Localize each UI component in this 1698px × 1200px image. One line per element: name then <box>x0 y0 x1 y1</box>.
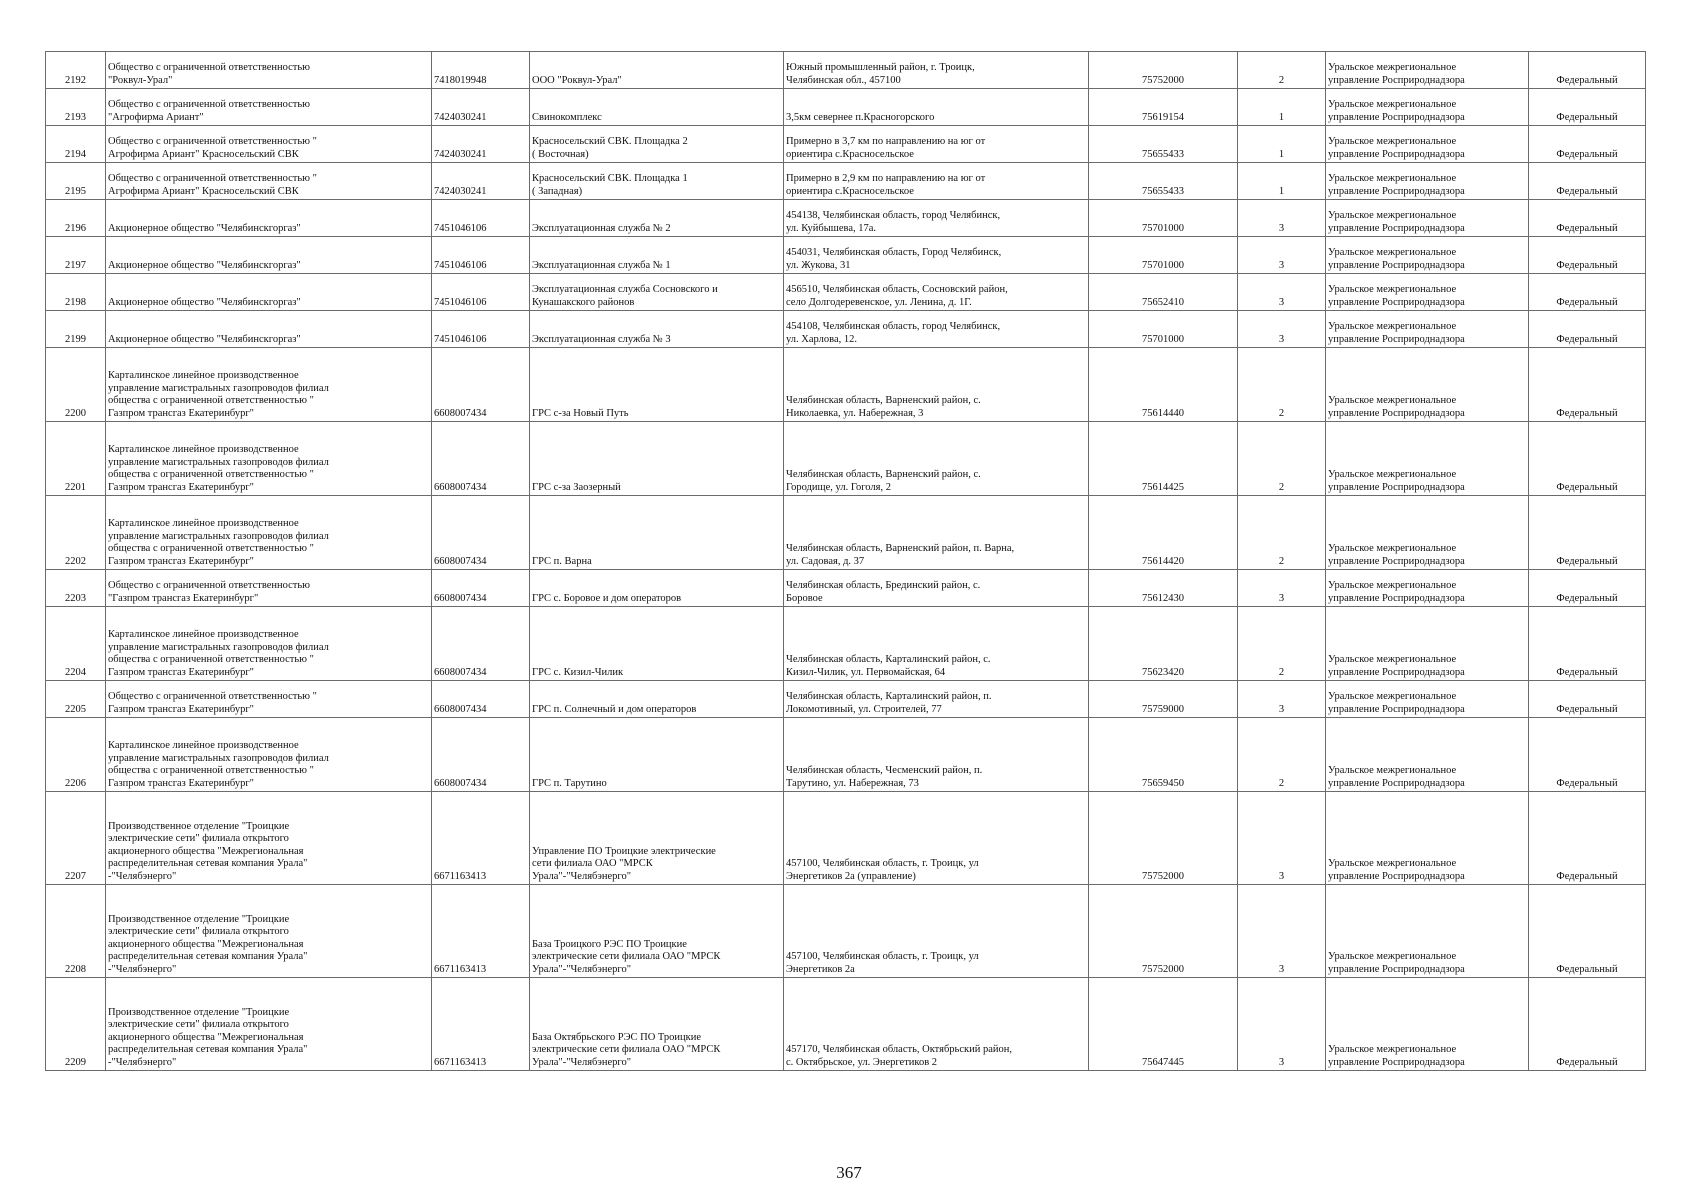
organization-name: Карталинское линейное производственное управление магистральных газопроводов филиал общества с ограниченной ответственностью " Газпром трансгаз Екатеринбург" <box>106 422 432 496</box>
object-address: 457170, Челябинская область, Октябрьский район, с. Октябрьское, ул. Энергетиков 2 <box>784 978 1089 1071</box>
object-name: Красносельский СВК. Площадка 2 ( Восточная) <box>530 126 784 163</box>
supervision-level: Федеральный <box>1529 570 1646 607</box>
row-number: 2197 <box>46 237 106 274</box>
row-number: 2192 <box>46 52 106 89</box>
registry-table <box>45 51 1646 1071</box>
table-row <box>46 681 1646 718</box>
object-category: 3 <box>1238 681 1326 718</box>
supervision-level: Федеральный <box>1529 607 1646 681</box>
table-row <box>46 89 1646 126</box>
organization-name: Акционерное общество "Челябинскгоргаз" <box>106 274 432 311</box>
row-number: 2204 <box>46 607 106 681</box>
object-name: Красносельский СВК. Площадка 1 ( Западная) <box>530 163 784 200</box>
inn: 6608007434 <box>432 496 530 570</box>
page-number: 367 <box>836 1163 862 1182</box>
row-number: 2198 <box>46 274 106 311</box>
inn: 6608007434 <box>432 570 530 607</box>
row-number: 2196 <box>46 200 106 237</box>
supervisory-authority: Уральское межрегиональное управление Росприроднадзора <box>1326 885 1529 978</box>
inn: 7424030241 <box>432 89 530 126</box>
oktmo-code: 75752000 <box>1089 885 1238 978</box>
object-address: 454108, Челябинская область, город Челябинск, ул. Харлова, 12. <box>784 311 1089 348</box>
oktmo-code: 75647445 <box>1089 978 1238 1071</box>
object-address: 456510, Челябинская область, Сосновский район, село Долгодеревенское, ул. Ленина, д. 1Г. <box>784 274 1089 311</box>
supervisory-authority: Уральское межрегиональное управление Росприроднадзора <box>1326 163 1529 200</box>
table-row <box>46 237 1646 274</box>
oktmo-code: 75759000 <box>1089 681 1238 718</box>
supervisory-authority: Уральское межрегиональное управление Росприроднадзора <box>1326 607 1529 681</box>
supervision-level: Федеральный <box>1529 422 1646 496</box>
inn: 6671163413 <box>432 978 530 1071</box>
supervisory-authority: Уральское межрегиональное управление Росприроднадзора <box>1326 200 1529 237</box>
object-name: ООО "Роквул-Урал" <box>530 52 784 89</box>
supervisory-authority: Уральское межрегиональное управление Росприроднадзора <box>1326 52 1529 89</box>
organization-name: Карталинское линейное производственное управление магистральных газопроводов филиал общества с ограниченной ответственностью " Газпром трансгаз Екатеринбург" <box>106 607 432 681</box>
supervisory-authority: Уральское межрегиональное управление Росприроднадзора <box>1326 311 1529 348</box>
supervisory-authority: Уральское межрегиональное управление Росприроднадзора <box>1326 89 1529 126</box>
supervisory-authority: Уральское межрегиональное управление Росприроднадзора <box>1326 570 1529 607</box>
object-category: 3 <box>1238 570 1326 607</box>
object-address: Южный промышленный район, г. Троицк, Челябинская обл., 457100 <box>784 52 1089 89</box>
supervision-level: Федеральный <box>1529 274 1646 311</box>
row-number: 2206 <box>46 718 106 792</box>
object-address: 3,5км севернее п.Красногорского <box>784 89 1089 126</box>
organization-name: Общество с ограниченной ответственностью " Агрофирма Ариант" Красносельский СВК <box>106 163 432 200</box>
row-number: 2202 <box>46 496 106 570</box>
organization-name: Акционерное общество "Челябинскгоргаз" <box>106 311 432 348</box>
object-name: ГРС п. Солнечный и дом операторов <box>530 681 784 718</box>
inn: 6608007434 <box>432 718 530 792</box>
object-category: 3 <box>1238 237 1326 274</box>
inn: 7424030241 <box>432 163 530 200</box>
object-address: 454031, Челябинская область, Город Челябинск, ул. Жукова, 31 <box>784 237 1089 274</box>
oktmo-code: 75752000 <box>1089 52 1238 89</box>
inn: 6608007434 <box>432 681 530 718</box>
inn: 6671163413 <box>432 792 530 885</box>
object-name: ГРС с. Боровое и дом операторов <box>530 570 784 607</box>
row-number: 2208 <box>46 885 106 978</box>
inn: 6608007434 <box>432 348 530 422</box>
table-row <box>46 422 1646 496</box>
supervisory-authority: Уральское межрегиональное управление Росприроднадзора <box>1326 422 1529 496</box>
oktmo-code: 75614420 <box>1089 496 1238 570</box>
inn: 6671163413 <box>432 885 530 978</box>
object-address: Челябинская область, Варненский район, п. Варна, ул. Садовая, д. 37 <box>784 496 1089 570</box>
oktmo-code: 75614425 <box>1089 422 1238 496</box>
inn: 7451046106 <box>432 311 530 348</box>
table-row <box>46 885 1646 978</box>
object-name: ГРС с. Кизил-Чилик <box>530 607 784 681</box>
table-row <box>46 496 1646 570</box>
object-address: Челябинская область, Брединский район, с. Боровое <box>784 570 1089 607</box>
oktmo-code: 75619154 <box>1089 89 1238 126</box>
organization-name: Общество с ограниченной ответственностью "Роквул-Урал" <box>106 52 432 89</box>
oktmo-code: 75655433 <box>1089 163 1238 200</box>
supervision-level: Федеральный <box>1529 496 1646 570</box>
oktmo-code: 75623420 <box>1089 607 1238 681</box>
supervision-level: Федеральный <box>1529 885 1646 978</box>
organization-name: Акционерное общество "Челябинскгоргаз" <box>106 200 432 237</box>
object-category: 2 <box>1238 718 1326 792</box>
table-row <box>46 792 1646 885</box>
object-name: Эксплуатационная служба Сосновского и Кунашакского районов <box>530 274 784 311</box>
oktmo-code: 75659450 <box>1089 718 1238 792</box>
object-name: База Октябрьского РЭС ПО Троицкие электрические сети филиала ОАО "МРСК Урала"-"Челябэнерго" <box>530 978 784 1071</box>
table-row <box>46 607 1646 681</box>
object-category: 1 <box>1238 89 1326 126</box>
table-row <box>46 274 1646 311</box>
organization-name: Производственное отделение "Троицкие электрические сети" филиала открытого акционерного общества "Межрегиональная распределительная сетевая компания Урала" -"Челябэнерго" <box>106 978 432 1071</box>
oktmo-code: 75655433 <box>1089 126 1238 163</box>
supervisory-authority: Уральское межрегиональное управление Росприроднадзора <box>1326 681 1529 718</box>
object-name: База Троицкого РЭС ПО Троицкие электрические сети филиала ОАО "МРСК Урала"-"Челябэнерго" <box>530 885 784 978</box>
supervision-level: Федеральный <box>1529 89 1646 126</box>
object-name: Эксплуатационная служба № 3 <box>530 311 784 348</box>
organization-name: Карталинское линейное производственное управление магистральных газопроводов филиал общества с ограниченной ответственностью " Газпром трансгаз Екатеринбург" <box>106 718 432 792</box>
row-number: 2201 <box>46 422 106 496</box>
object-name: ГРС п. Тарутино <box>530 718 784 792</box>
object-name: Эксплуатационная служба № 1 <box>530 237 784 274</box>
object-category: 3 <box>1238 792 1326 885</box>
supervision-level: Федеральный <box>1529 52 1646 89</box>
object-category: 1 <box>1238 163 1326 200</box>
object-name: ГРС с-за Новый Путь <box>530 348 784 422</box>
supervisory-authority: Уральское межрегиональное управление Росприроднадзора <box>1326 718 1529 792</box>
row-number: 2200 <box>46 348 106 422</box>
table-row <box>46 52 1646 89</box>
object-name: ГРС с-за Заозерный <box>530 422 784 496</box>
row-number: 2195 <box>46 163 106 200</box>
supervisory-authority: Уральское межрегиональное управление Росприроднадзора <box>1326 978 1529 1071</box>
inn: 7451046106 <box>432 274 530 311</box>
object-address: Челябинская область, Чесменский район, п. Тарутино, ул. Набережная, 73 <box>784 718 1089 792</box>
object-address: 454138, Челябинская область, город Челябинск, ул. Куйбышева, 17а. <box>784 200 1089 237</box>
organization-name: Общество с ограниченной ответственностью "Газпром трансгаз Екатеринбург" <box>106 570 432 607</box>
object-category: 3 <box>1238 200 1326 237</box>
organization-name: Общество с ограниченной ответственностью " Агрофирма Ариант" Красносельский СВК <box>106 126 432 163</box>
organization-name: Карталинское линейное производственное управление магистральных газопроводов филиал общества с ограниченной ответственностью " Газпром трансгаз Екатеринбург" <box>106 496 432 570</box>
oktmo-code: 75701000 <box>1089 200 1238 237</box>
table-row <box>46 718 1646 792</box>
organization-name: Производственное отделение "Троицкие электрические сети" филиала открытого акционерного общества "Межрегиональная распределительная сетевая компания Урала" -"Челябэнерго" <box>106 792 432 885</box>
object-address: Челябинская область, Карталинский район, п. Локомотивный, ул. Строителей, 77 <box>784 681 1089 718</box>
table-row <box>46 200 1646 237</box>
object-address: Челябинская область, Карталинский район, с. Кизил-Чилик, ул. Первомайская, 64 <box>784 607 1089 681</box>
organization-name: Карталинское линейное производственное управление магистральных газопроводов филиал общества с ограниченной ответственностью " Газпром трансгаз Екатеринбург" <box>106 348 432 422</box>
object-address: Примерно в 3,7 км по направлению на юг от ориентира с.Красносельское <box>784 126 1089 163</box>
supervisory-authority: Уральское межрегиональное управление Росприроднадзора <box>1326 496 1529 570</box>
object-category: 2 <box>1238 422 1326 496</box>
object-category: 3 <box>1238 978 1326 1071</box>
inn: 7424030241 <box>432 126 530 163</box>
organization-name: Общество с ограниченной ответственностью "Агрофирма Ариант" <box>106 89 432 126</box>
oktmo-code: 75614440 <box>1089 348 1238 422</box>
object-name: Эксплуатационная служба № 2 <box>530 200 784 237</box>
oktmo-code: 75652410 <box>1089 274 1238 311</box>
object-category: 3 <box>1238 311 1326 348</box>
object-address: 457100, Челябинская область, г. Троицк, ул Энергетиков 2а <box>784 885 1089 978</box>
supervision-level: Федеральный <box>1529 978 1646 1071</box>
object-name: Свинокомплекс <box>530 89 784 126</box>
oktmo-code: 75612430 <box>1089 570 1238 607</box>
registry-table-body <box>46 52 1646 1071</box>
table-row <box>46 348 1646 422</box>
supervision-level: Федеральный <box>1529 311 1646 348</box>
inn: 7451046106 <box>432 237 530 274</box>
supervision-level: Федеральный <box>1529 200 1646 237</box>
row-number: 2203 <box>46 570 106 607</box>
table-row <box>46 163 1646 200</box>
object-address: Челябинская область, Варненский район, с. Николаевка, ул. Набережная, 3 <box>784 348 1089 422</box>
supervision-level: Федеральный <box>1529 126 1646 163</box>
object-address: Примерно в 2,9 км по направлению на юг от ориентира с.Красносельское <box>784 163 1089 200</box>
object-category: 2 <box>1238 348 1326 422</box>
supervisory-authority: Уральское межрегиональное управление Росприроднадзора <box>1326 126 1529 163</box>
row-number: 2207 <box>46 792 106 885</box>
supervisory-authority: Уральское межрегиональное управление Росприроднадзора <box>1326 792 1529 885</box>
object-category: 3 <box>1238 885 1326 978</box>
object-address: 457100, Челябинская область, г. Троицк, ул Энергетиков 2а (управление) <box>784 792 1089 885</box>
supervisory-authority: Уральское межрегиональное управление Росприроднадзора <box>1326 237 1529 274</box>
row-number: 2194 <box>46 126 106 163</box>
inn: 6608007434 <box>432 422 530 496</box>
oktmo-code: 75701000 <box>1089 311 1238 348</box>
row-number: 2199 <box>46 311 106 348</box>
table-row <box>46 978 1646 1071</box>
inn: 7451046106 <box>432 200 530 237</box>
oktmo-code: 75701000 <box>1089 237 1238 274</box>
inn: 7418019948 <box>432 52 530 89</box>
object-address: Челябинская область, Варненский район, с. Городище, ул. Гоголя, 2 <box>784 422 1089 496</box>
supervision-level: Федеральный <box>1529 681 1646 718</box>
object-name: ГРС п. Варна <box>530 496 784 570</box>
oktmo-code: 75752000 <box>1089 792 1238 885</box>
table-row <box>46 570 1646 607</box>
object-name: Управление ПО Троицкие электрические сети филиала ОАО "МРСК Урала"-"Челябэнерго" <box>530 792 784 885</box>
supervision-level: Федеральный <box>1529 163 1646 200</box>
table-row <box>46 311 1646 348</box>
organization-name: Общество с ограниченной ответственностью " Газпром трансгаз Екатеринбург" <box>106 681 432 718</box>
supervision-level: Федеральный <box>1529 792 1646 885</box>
object-category: 3 <box>1238 274 1326 311</box>
object-category: 2 <box>1238 607 1326 681</box>
inn: 6608007434 <box>432 607 530 681</box>
supervisory-authority: Уральское межрегиональное управление Росприроднадзора <box>1326 348 1529 422</box>
supervisory-authority: Уральское межрегиональное управление Росприроднадзора <box>1326 274 1529 311</box>
object-category: 2 <box>1238 496 1326 570</box>
organization-name: Производственное отделение "Троицкие электрические сети" филиала открытого акционерного общества "Межрегиональная распределительная сетевая компания Урала" -"Челябэнерго" <box>106 885 432 978</box>
row-number: 2205 <box>46 681 106 718</box>
object-category: 2 <box>1238 52 1326 89</box>
supervision-level: Федеральный <box>1529 237 1646 274</box>
row-number: 2193 <box>46 89 106 126</box>
organization-name: Акционерное общество "Челябинскгоргаз" <box>106 237 432 274</box>
supervision-level: Федеральный <box>1529 348 1646 422</box>
object-category: 1 <box>1238 126 1326 163</box>
row-number: 2209 <box>46 978 106 1071</box>
table-row <box>46 126 1646 163</box>
supervision-level: Федеральный <box>1529 718 1646 792</box>
